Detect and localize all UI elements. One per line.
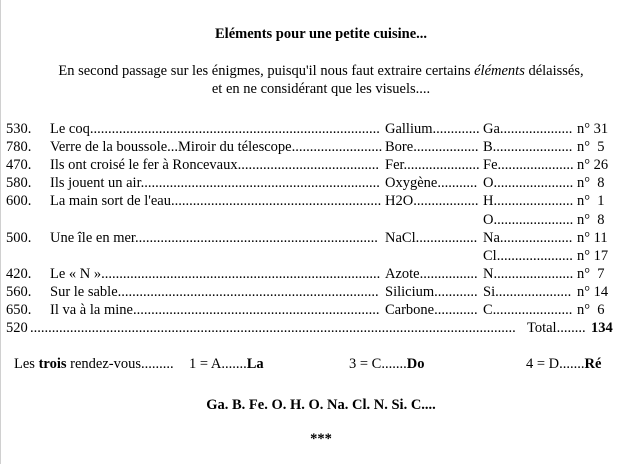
rendezvous-suffix: rendez-vous (66, 356, 141, 372)
element-symbol: Na.................... (483, 229, 573, 246)
atomic-number: n° 8 (577, 175, 605, 192)
riddle-text: La main sort de l'eau.......................................................... (50, 193, 382, 210)
row-number: 600. (6, 193, 32, 210)
element-name: Fer..................... (385, 157, 480, 174)
riddle-text: Sur le sable........................................................................ (50, 283, 379, 300)
element-symbol: Si..................... (483, 283, 572, 300)
table-row (0, 193, 642, 211)
rendezvous-3-text: 3 = C (349, 356, 382, 372)
table-row (0, 284, 642, 302)
rendezvous-1: 1 = A.......La (189, 356, 264, 372)
rendezvous-line (0, 356, 642, 374)
atomic-number: n° 7 (577, 265, 605, 282)
element-name: Oxygène........... (385, 175, 478, 192)
riddle-text: Le coq................................................................................ (50, 121, 380, 137)
table-row (0, 212, 642, 230)
intro-paragraph (0, 62, 642, 98)
row-number: 420. (6, 265, 32, 282)
total-label-text: Total (527, 320, 557, 336)
total-label: Total........ (527, 320, 586, 336)
element-symbol: Cl..................... (483, 247, 573, 264)
row-number: 560. (6, 283, 32, 300)
atomic-number: n° 26 (577, 157, 609, 174)
total-leader-dots: ...................................................................................................................................... (30, 320, 516, 336)
row-number: 650. (6, 302, 32, 318)
riddle-text: Une île en mer................................................................... (50, 229, 378, 246)
page-title: Eléments pour une petite cuisine... (215, 26, 427, 42)
element-symbol: Fe..................... (483, 157, 574, 174)
riddle-text: Le « N »............................................................................. (50, 265, 381, 282)
element-symbol: Ga.................... (483, 121, 573, 137)
element-name: Azote................ (385, 265, 478, 282)
intro-line-2: et en ne considérant que les visuels.... (211, 81, 431, 97)
rendezvous-4: 4 = D.......Ré (526, 356, 602, 372)
table-row (0, 175, 642, 193)
atomic-number: n° 17 (577, 247, 609, 264)
atomic-number: n° 1 (577, 193, 605, 210)
intro-text-b: délaissés, (524, 63, 584, 79)
rendezvous-bold: trois (38, 356, 67, 372)
rendezvous-3: 3 = C.......Do (349, 356, 425, 372)
element-symbol: O...................... (483, 211, 574, 228)
total-value: 134 (591, 320, 613, 336)
element-name: Bore.................. (385, 139, 479, 156)
intro-emphasis: éléments (474, 63, 525, 79)
riddle-text: Verre de la boussole...Miroir du télescope......................... (50, 139, 383, 156)
riddle-text: Ils jouent un air.................................................................. (50, 175, 380, 192)
table-row (0, 248, 642, 266)
riddle-label: Le « N » (50, 265, 102, 282)
element-symbol: B...................... (483, 139, 573, 156)
riddle-label: La main sort de l'eau (50, 193, 171, 210)
riddle-label: Il va à la mine (50, 302, 133, 318)
table-row (0, 157, 642, 175)
element-name: H2O.................. (385, 193, 479, 210)
rendezvous-1-text: 1 = A (189, 356, 222, 372)
end-stars: *** (310, 431, 332, 447)
rendezvous-prefix: Les (14, 356, 39, 372)
element-symbol: H...................... (483, 193, 574, 210)
row-number: 500. (6, 229, 32, 246)
element-symbol: O...................... (483, 175, 574, 192)
element-name: Carbone............ (385, 302, 478, 318)
table-row (0, 139, 642, 157)
table-row (0, 266, 642, 284)
symbols-summary: Ga. B. Fe. O. H. O. Na. Cl. N. Si. C.... (206, 397, 436, 413)
element-name: Gallium............. (385, 121, 480, 137)
table-row (0, 302, 642, 320)
row-number: 470. (6, 157, 32, 174)
row-number: 530. (6, 121, 32, 137)
element-name: NaCl................. (385, 229, 478, 246)
riddle-label: Verre de la boussole...Miroir du télescope (50, 139, 292, 156)
table-row (0, 230, 642, 248)
element-symbol: C...................... (483, 302, 573, 318)
table-row (0, 121, 642, 139)
atomic-number: n° 6 (577, 302, 605, 318)
row-number: 580. (6, 175, 32, 192)
rendezvous-1-note: La (246, 356, 264, 372)
riddle-label: Sur le sable (50, 283, 118, 300)
riddle-label: Ils ont croisé le fer à Roncevaux (50, 157, 238, 174)
rendezvous-3-note: Do (406, 356, 425, 372)
riddle-label: Le coq (50, 121, 90, 137)
total-row (0, 320, 642, 338)
riddle-text: Il va à la mine.................................................................... (50, 302, 380, 318)
total-number: 520 (6, 320, 28, 336)
rendezvous-4-note: Ré (584, 356, 602, 372)
atomic-number: n° 14 (577, 283, 609, 300)
row-number: 780. (6, 139, 32, 156)
atomic-number: n° 5 (577, 139, 605, 156)
riddle-text: Ils ont croisé le fer à Roncevaux....................................... (50, 157, 379, 174)
riddle-label: Une île en mer (50, 229, 135, 246)
element-symbol: N...................... (483, 265, 574, 282)
riddle-label: Ils jouent un air. (50, 175, 145, 192)
atomic-number: n° 31 (577, 121, 609, 137)
rendezvous-4-text: 4 = D (526, 356, 560, 372)
atomic-number: n° 8 (577, 211, 605, 228)
element-name: Silicium............ (385, 283, 478, 300)
rendezvous-intro: Les trois rendez-vous......... (14, 356, 174, 372)
intro-text-a: En second passage sur les énigmes, puisqu'il nous faut extraire certains (58, 63, 475, 79)
atomic-number: n° 11 (577, 229, 608, 246)
intro-line-1 (0, 62, 642, 80)
